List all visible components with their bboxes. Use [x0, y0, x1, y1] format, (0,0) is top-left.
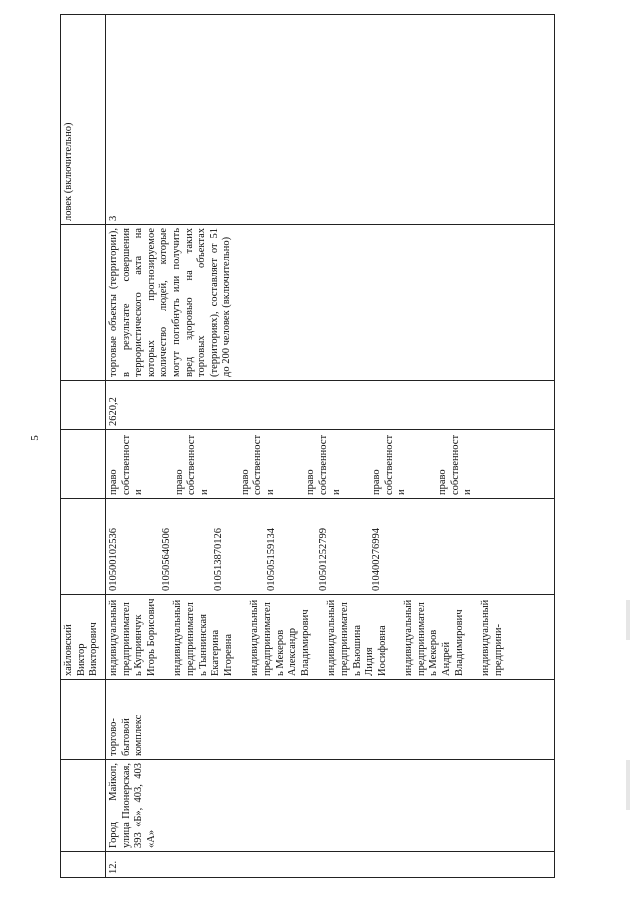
- owner-inn: 010400276994: [370, 528, 382, 591]
- owner-name: индивидуальный предприниматель Мекеров Александр Владимирович: [249, 599, 311, 676]
- scan-artifact: [626, 600, 630, 640]
- owner-inn: 010500102536: [108, 528, 119, 591]
- rotated-table-wrapper: [60, 18, 555, 878]
- owner-name: индивидуальный предприниматель Тыннинская Екатерина Игоревна: [172, 599, 234, 676]
- criteria-cell: торговые объекты (территории), в результате совершения террористического акта на которых прогнозируемое количество людей, которые могут погибнуть или получить вред здоровью на таких торговых объектах (территориях), составляет от 51 до 200 человек (включительно): [106, 225, 555, 381]
- continuation-row: [61, 15, 106, 878]
- ownership-right: право собственности: [371, 434, 408, 495]
- page-number: 5: [28, 435, 41, 441]
- ownership-right: право собственности: [173, 434, 210, 495]
- owner-inn: 010505159134: [265, 528, 277, 591]
- owner-inn: 010513870126: [213, 528, 225, 591]
- criteria-continuation: ловек (включительно): [61, 15, 106, 225]
- owner-name: индивидуальный предприни-: [480, 599, 504, 676]
- owners-cell: [106, 595, 555, 680]
- ownership-right: право собственности: [305, 434, 342, 495]
- object-type-cell: торгово-бытовой комплекс: [106, 680, 555, 760]
- row-number: 12.: [106, 852, 555, 878]
- category-cell: 3: [106, 15, 555, 225]
- owner-name: индивидуальный предприниматель Вьюшина Лидия Иосифовна: [326, 599, 388, 676]
- inn-cell: [106, 499, 555, 595]
- scan-artifact: [626, 760, 630, 810]
- ownership-right: право собственности: [239, 434, 276, 495]
- table-row: [106, 15, 555, 878]
- owner-continuation: хайловский Виктор Викторович: [61, 595, 106, 680]
- owner-name: индивидуальный предприниматель Куприянчук Игорь Борисович: [108, 598, 157, 676]
- area-cell: 2620,2: [106, 381, 555, 430]
- address-cell: Город Майкоп, улица Пионерская, 393 «Б», 403, 403 «А»: [106, 760, 555, 852]
- owner-name: индивидуальный предприниматель Мекеров Андрей Владимирович: [403, 599, 465, 676]
- owner-inn: 010501252799: [318, 528, 330, 591]
- object-register-table: [60, 14, 555, 878]
- ownership-right: право собственности: [108, 434, 145, 495]
- right-cell: [106, 430, 555, 499]
- ownership-right: право собственности: [436, 434, 474, 495]
- owner-inn: 010505640506: [160, 528, 172, 591]
